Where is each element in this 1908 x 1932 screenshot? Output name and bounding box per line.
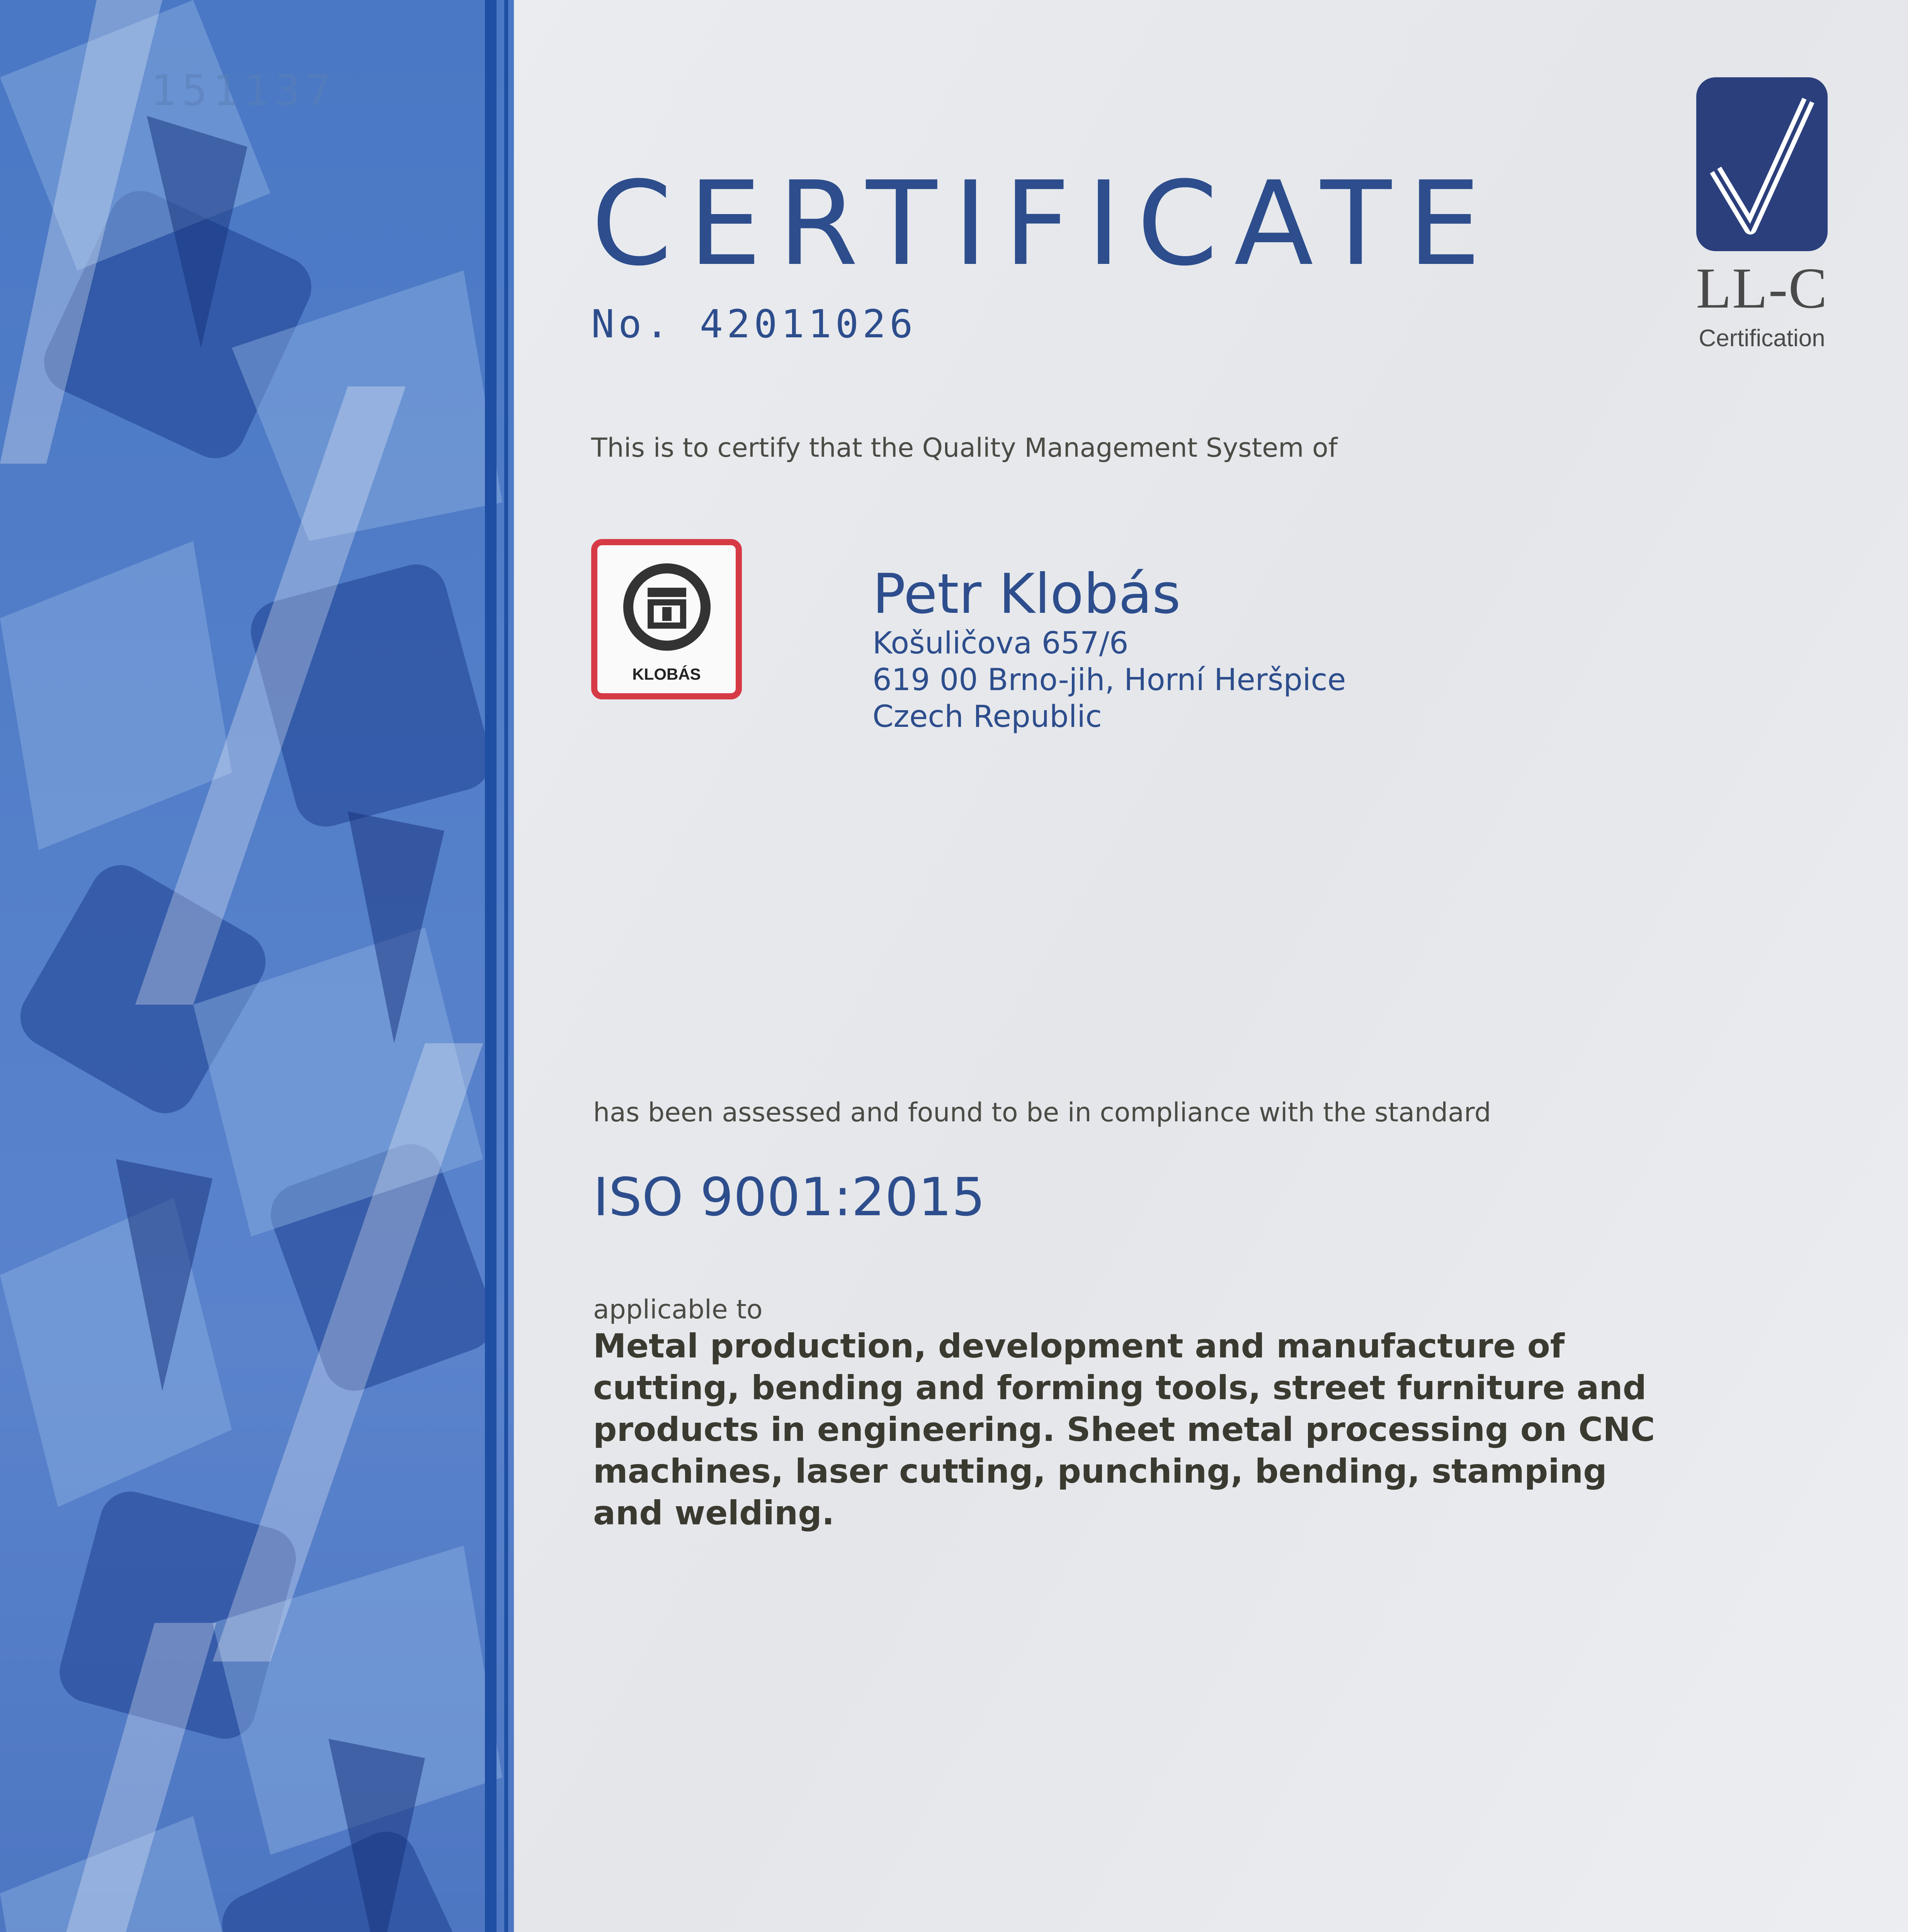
certificate-number: No. 42011026 xyxy=(591,301,917,347)
serial-number: 151137 xyxy=(151,66,337,115)
band-rule-thick xyxy=(485,0,497,1932)
applicable-label: applicable to xyxy=(593,1294,763,1325)
intro-text: This is to certify that the Quality Management System of xyxy=(591,433,1338,463)
company-logo-text: KLOBÁS xyxy=(632,665,701,683)
scope-line: machines, laser cutting, punching, bending, stamping xyxy=(593,1452,1607,1491)
issuer-logo-subtitle: Certification xyxy=(1699,325,1825,352)
scope-line: and welding. xyxy=(593,1494,835,1532)
crystal-pattern xyxy=(0,0,514,1932)
certification-scope xyxy=(593,1325,1714,1534)
company-logo xyxy=(591,539,742,699)
scope-line: Metal production, development and manufacture of xyxy=(593,1327,1565,1366)
decorative-side-band xyxy=(0,0,514,1932)
issuer-logo-name: LL-C xyxy=(1696,256,1828,320)
certificate-title: CERTIFICATE xyxy=(591,156,1497,291)
company-name: Petr Klobás xyxy=(872,562,1181,626)
company-address-line2: 619 00 Brno-jih, Horní Heršpice xyxy=(872,663,1346,697)
assessment-statement: has been assessed and found to be in compliance with the standard xyxy=(593,1097,1491,1128)
company-address-line1: Košuličova 657/6 xyxy=(872,626,1129,661)
scope-line: cutting, bending and forming tools, street furniture and xyxy=(593,1369,1647,1407)
standard-name: ISO 9001:2015 xyxy=(593,1167,985,1228)
company-logo-icon xyxy=(621,561,713,657)
scope-line: products in engineering. Sheet metal processing on CNC xyxy=(593,1410,1655,1449)
band-rule-thin xyxy=(504,0,508,1932)
company-address-line3: Czech Republic xyxy=(872,699,1102,734)
check-mark-icon xyxy=(1692,73,1831,255)
issuer-logo xyxy=(1685,73,1839,355)
